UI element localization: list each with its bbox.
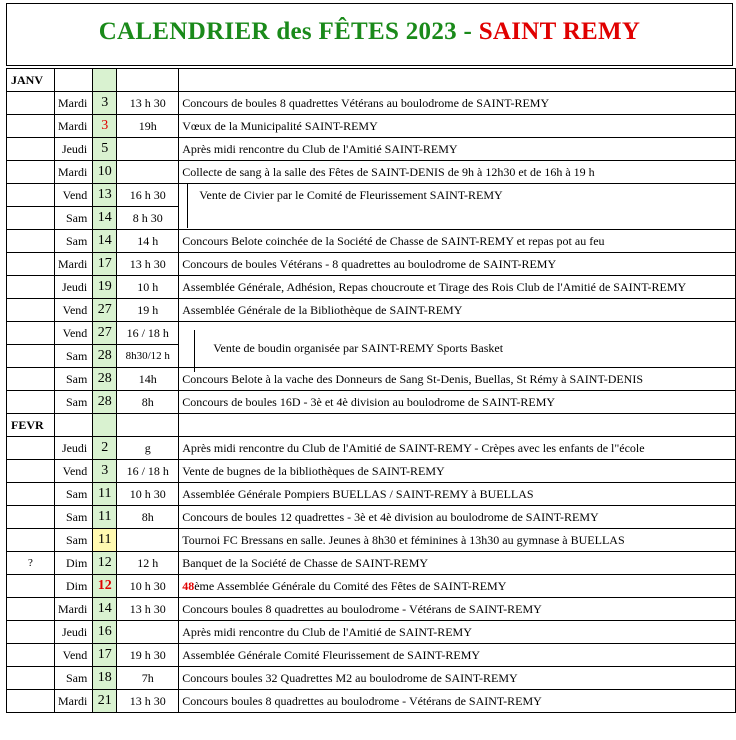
day-name: Sam: [54, 368, 92, 391]
event-description: Concours boules 8 quadrettes au boulodrome - Vétérans de SAINT-REMY: [179, 598, 736, 621]
table-row: [7, 460, 736, 483]
day-number: 14: [93, 207, 117, 230]
day-name: Sam: [54, 483, 92, 506]
table-row: [7, 391, 736, 414]
event-time: 19 h: [117, 299, 179, 322]
table-row: [7, 667, 736, 690]
month-row-jan: [7, 69, 736, 92]
table-row: [7, 690, 736, 713]
table-row: [7, 299, 736, 322]
month-label-feb: FEVR: [7, 414, 55, 437]
event-time: 19 h 30: [117, 644, 179, 667]
event-time: 8h: [117, 506, 179, 529]
table-row: [7, 276, 736, 299]
event-time: 7h: [117, 667, 179, 690]
day-name: Jeudi: [54, 276, 92, 299]
day-number: 16: [93, 621, 117, 644]
month-row-feb: [7, 414, 736, 437]
event-time: 12 h: [117, 552, 179, 575]
bracket-boudin: [190, 330, 195, 372]
event-description: Assemblée Générale Pompiers BUELLAS / SAINT-REMY à BUELLAS: [179, 483, 736, 506]
title-box: [6, 3, 733, 66]
day-number: 3: [93, 92, 117, 115]
day-name: Jeudi: [54, 437, 92, 460]
table-row: [7, 621, 736, 644]
day-number: 28: [93, 391, 117, 414]
event-time: 13 h 30: [117, 598, 179, 621]
event-time: 8h30/12 h: [117, 345, 179, 368]
event-time: 10 h 30: [117, 575, 179, 598]
event-description: Après midi rencontre du Club de l'Amitié SAINT-REMY: [179, 138, 736, 161]
day-number: 14: [93, 598, 117, 621]
event-description: Collecte de sang à la salle des Fêtes de SAINT-DENIS de 9h à 12h30 et de 16h à 19 h: [179, 161, 736, 184]
event-time: [117, 529, 179, 552]
table-row: [7, 161, 736, 184]
day-number: 12: [93, 552, 117, 575]
day-number: 2: [93, 437, 117, 460]
table-row: [7, 598, 736, 621]
day-number: 5: [93, 138, 117, 161]
day-number: 14: [93, 230, 117, 253]
day-name: Sam: [54, 391, 92, 414]
table-row: [7, 644, 736, 667]
bracket-civier: [183, 184, 188, 228]
day-name: Sam: [54, 230, 92, 253]
event-description: Après midi rencontre du Club de l'Amitié de SAINT-REMY: [179, 621, 736, 644]
event-time: 13 h 30: [117, 253, 179, 276]
event-description: Après midi rencontre du Club de l'Amitié de SAINT-REMY - Crèpes avec les enfants de l"école: [179, 437, 736, 460]
day-name: Vend: [54, 322, 92, 345]
title-town: SAINT REMY: [478, 18, 641, 45]
table-row: [7, 92, 736, 115]
day-number: 28: [93, 345, 117, 368]
event-description: Assemblée Générale Comité Fleurissement de SAINT-REMY: [179, 644, 736, 667]
table-row: [7, 138, 736, 161]
event-description: [179, 207, 736, 230]
event-time: 13 h 30: [117, 92, 179, 115]
event-time: 14 h: [117, 230, 179, 253]
table-row: [7, 115, 736, 138]
day-number: 18: [93, 667, 117, 690]
event-description: Concours Belote coinchée de la Société de Chasse de SAINT-REMY et repas pot au feu: [179, 230, 736, 253]
event-description: Banquet de la Société de Chasse de SAINT-REMY: [179, 552, 736, 575]
table-row: [7, 230, 736, 253]
day-number: 27: [93, 322, 117, 345]
day-number: 13: [93, 184, 117, 207]
event-time: 14h: [117, 368, 179, 391]
page-title: [7, 18, 732, 46]
table-row: [7, 529, 736, 552]
event-description: Concours Belote à la vache des Donneurs de Sang St-Denis, Buellas, St Rémy à SAINT-DENIS: [179, 368, 736, 391]
event-description: Assemblée Générale de la Bibliothèque de SAINT-REMY: [179, 299, 736, 322]
table-row: [7, 437, 736, 460]
day-name: Sam: [54, 207, 92, 230]
table-row: [7, 575, 736, 598]
day-name: Mardi: [54, 161, 92, 184]
event-description: Concours de boules 16D - 3è et 4è division au boulodrome de SAINT-REMY: [179, 391, 736, 414]
event-description: Tournoi FC Bressans en salle. Jeunes à 8h30 et féminines à 13h30 au gymnase à BUELLAS: [179, 529, 736, 552]
table-row: [7, 552, 736, 575]
event-description: Vœux de la Municipalité SAINT-REMY: [179, 115, 736, 138]
day-name: Mardi: [54, 598, 92, 621]
day-name: Dim: [54, 575, 92, 598]
day-name: Sam: [54, 345, 92, 368]
event-description: Vente de Civier par le Comité de Fleurissement SAINT-REMY: [179, 184, 736, 207]
table-row: [7, 368, 736, 391]
day-name: Sam: [54, 667, 92, 690]
event-time: [117, 161, 179, 184]
event-time: 16 h 30: [117, 184, 179, 207]
day-name: Mardi: [54, 253, 92, 276]
event-time: 19h: [117, 115, 179, 138]
event-description: Concours boules 8 quadrettes au boulodrome - Vétérans de SAINT-REMY: [179, 690, 736, 713]
event-time: [117, 138, 179, 161]
event-time: 16 / 18 h: [117, 322, 179, 345]
day-number: 11: [93, 506, 117, 529]
day-name: Vend: [54, 299, 92, 322]
day-name: Dim: [54, 552, 92, 575]
day-name: Mardi: [54, 690, 92, 713]
month-label-jan: JANV: [7, 69, 55, 92]
table-row: [7, 506, 736, 529]
event-time: g: [117, 437, 179, 460]
day-name: Jeudi: [54, 621, 92, 644]
day-name: Mardi: [54, 92, 92, 115]
day-name: Jeudi: [54, 138, 92, 161]
event-time: 8h: [117, 391, 179, 414]
day-name: Mardi: [54, 115, 92, 138]
event-description: Concours boules 32 Quadrettes M2 au boulodrome de SAINT-REMY: [179, 667, 736, 690]
day-number: 28: [93, 368, 117, 391]
event-time: 16 / 18 h: [117, 460, 179, 483]
day-number: 10: [93, 161, 117, 184]
day-number: 3: [93, 460, 117, 483]
row-note: ?: [7, 552, 55, 575]
ordinal-highlight: 48: [182, 578, 195, 593]
table-row: [7, 253, 736, 276]
day-name: Sam: [54, 506, 92, 529]
day-number: 11: [93, 529, 117, 552]
table-row: [7, 483, 736, 506]
table-row: [7, 207, 736, 230]
day-name: Vend: [54, 460, 92, 483]
day-name: Sam: [54, 529, 92, 552]
day-number: 17: [93, 253, 117, 276]
day-number: 17: [93, 644, 117, 667]
event-description: Vente de bugnes de la bibliothèques de SAINT-REMY: [179, 460, 736, 483]
event-description: Vente de boudin organisée par SAINT-REMY Sports Basket: [179, 322, 736, 345]
event-time: 10 h 30: [117, 483, 179, 506]
event-time: 13 h 30: [117, 690, 179, 713]
table-row: [7, 184, 736, 207]
event-description: 48ème Assemblée Générale du Comité des Fêtes de SAINT-REMY: [179, 575, 736, 598]
event-time: [117, 621, 179, 644]
title-main: CALENDRIER des FÊTES 2023 -: [98, 18, 479, 45]
event-time: 8 h 30: [117, 207, 179, 230]
events-table: [6, 68, 736, 713]
event-description: Concours de boules 8 quadrettes Vétérans au boulodrome de SAINT-REMY: [179, 92, 736, 115]
day-number: 12: [93, 575, 117, 598]
day-number: 21: [93, 690, 117, 713]
event-description: Concours de boules Vétérans - 8 quadrettes au boulodrome de SAINT-REMY: [179, 253, 736, 276]
day-name: Vend: [54, 644, 92, 667]
table-row: [7, 322, 736, 345]
day-number: 27: [93, 299, 117, 322]
day-number: 19: [93, 276, 117, 299]
event-description: Assemblée Générale, Adhésion, Repas choucroute et Tirage des Rois Club de l'Amitié de SAINT-REMY: [179, 276, 736, 299]
event-description: Concours de boules 12 quadrettes - 3è et 4è division au boulodrome de SAINT-REMY: [179, 506, 736, 529]
day-name: Vend: [54, 184, 92, 207]
event-time: 10 h: [117, 276, 179, 299]
day-number: 11: [93, 483, 117, 506]
day-number: 3: [93, 115, 117, 138]
